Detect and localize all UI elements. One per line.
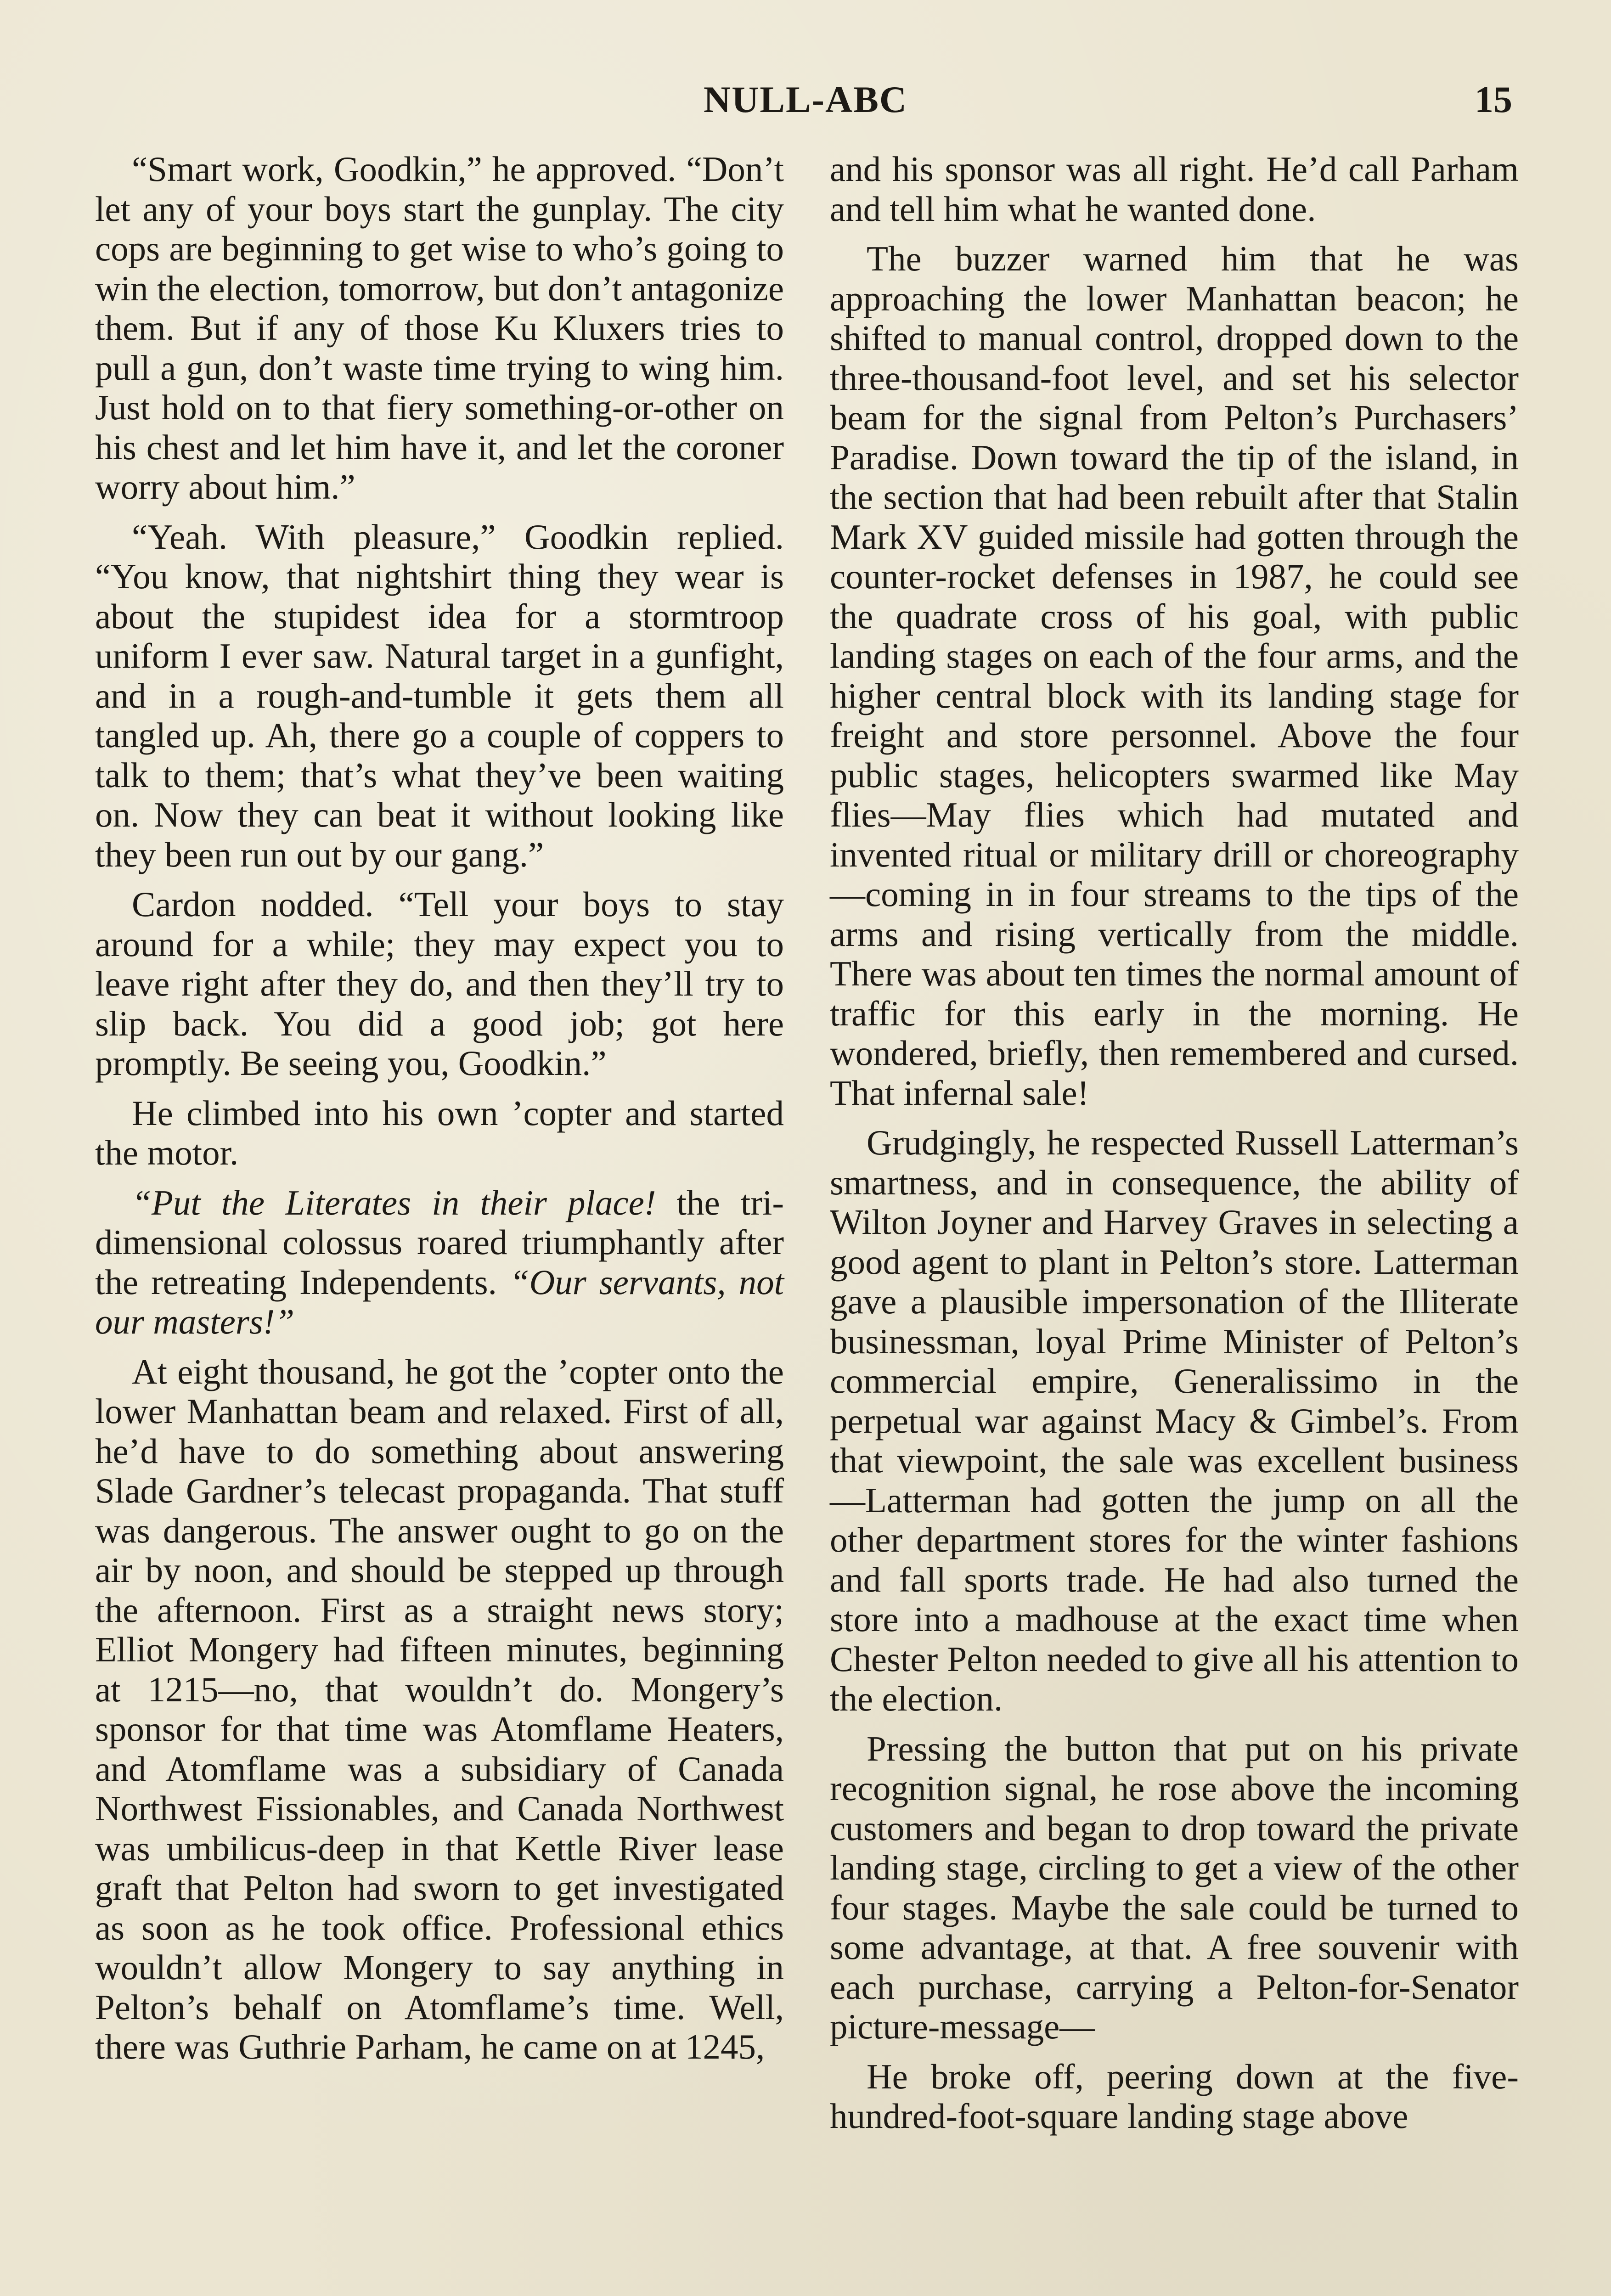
paragraph: At eight thousand, he got the ’copter onto the lower Manhattan beam and relaxed. First of all, he’d have to do something about answering Slade Gardner’s telecast propaganda. That stuff was dangerous. The answer ought to go on the air by noon, and should be stepped up through the afternoon. First as a straight news story; Elliot Mongery had fifteen minutes, beginning at 1215—no, that wouldn’t do. Mongery’s sponsor for that time was Atomflame Heaters, and Atomflame was a subsidiary of Canada Northwest Fissionables, and Canada Northwest was umbilicus-deep in that Kettle River lease graft that Pelton had sworn to get investigated as soon as he took office. Professional ethics wouldn’t allow Mongery to say anything in Pelton’s behalf on Atomflame’s time. Well, there was Guthrie Parham, he came on at 1245, [95,1351,784,2066]
paragraph: He broke off, peering down at the five-hundred-foot-square landing stage above [830,2056,1519,2136]
paragraph: Cardon nodded. “Tell your boys to stay around for a while; they may expect you to leave right after they do, and then they’ll try to slip back. You did a good job; got here promptly. Be seeing you, Goodkin.” [95,884,784,1083]
paragraph: He climbed into his own ’copter and started the motor. [95,1093,784,1172]
paragraph: Grudgingly, he respected Russell Latterman’s smartness, and in consequence, the ability of Wilton Joyner and Harvey Graves in selecting a good agent to plant in Pelton’s store. Latterman gave a plausible impersonation of the Illiterate businessman, loyal Prime Minister of Pelton’s commercial empire, Generalissimo in the perpetual war against Macy & Gimbel’s. From that viewpoint, the sale was excellent business—Latterman had gotten the jump on all the other department stores for the winter fashions and fall sports trade. He had also turned the store into a madhouse at the exact time when Chester Pelton needed to give all his attention to the election. [830,1123,1519,1718]
right-text-column [830,149,1519,2146]
italic-slogan: “Put the Literates in their place! [132,1182,656,1222]
left-text-column [95,149,784,2077]
paragraph: Pressing the button that put on his private recognition signal, he rose above the incoming customers and began to drop toward the private landing stage, circling to get a view of the other four stages. Maybe the sale could be turned to some advantage, at that. A free souvenir with each purchase, carrying a Pelton-for-Senator picture-message— [830,1728,1519,2046]
paragraph: “Smart work, Goodkin,” he approved. “Don’t let any of your boys start the gunplay. The city cops are beginning to get wise to who’s going to win the election, tomorrow, but don’t antagonize them. But if any of those Ku Kluxers tries to pull a gun, don’t waste time trying to wing him. Just hold on to that fiery something-or-other on his chest and let him have it, and let the coroner worry about him.” [95,149,784,506]
running-head-title: NULL-ABC [703,79,908,120]
italic-slogan: “Our servants, not our masters!” [95,1262,784,1341]
paragraph-continued: and his sponsor was all right. He’d call Parham and tell him what he wanted done. [830,149,1519,229]
paragraph-colossus [95,1183,784,1342]
page-number: 15 [1475,79,1512,120]
paragraph: “Yeah. With pleasure,” Goodkin replied. “You know, that nightshirt thing they wear is about the stupidest idea for a stormtroop uniform I ever saw. Natural target in a gunfight, and in a rough-and-tumble it gets them all tangled up. Ah, there go a couple of coppers to talk to them; that’s what they’ve been waiting on. Now they can beat it without looking like they been run out by our gang.” [95,517,784,874]
paragraph: The buzzer warned him that he was approaching the lower Manhattan beacon; he shifted to manual control, dropped down to the three-thousand-foot level, and set his selector beam for the signal from Pelton’s Purchasers’ Paradise. Down toward the tip of the island, in the section that had been rebuilt after that Stalin Mark XV guided missile had gotten through the counter-rocket defenses in 1987, he could see the quadrate cross of his goal, with public landing stages on each of the four arms, and the higher central block with its landing stage for freight and store personnel. Above the four public stages, helicopters swarmed like May flies—May flies which had mutated and invented ritual or military drill or choreography—coming in in four streams to the tips of the arms and rising vertically from the middle. There was about ten times the normal amount of traffic for this early in the morning. He wondered, briefly, then remembered and cursed. That infernal sale! [830,239,1519,1113]
slogan-narration: the tri-dimensional colossus roared triumphantly after the retreating Independents. [95,1182,784,1302]
